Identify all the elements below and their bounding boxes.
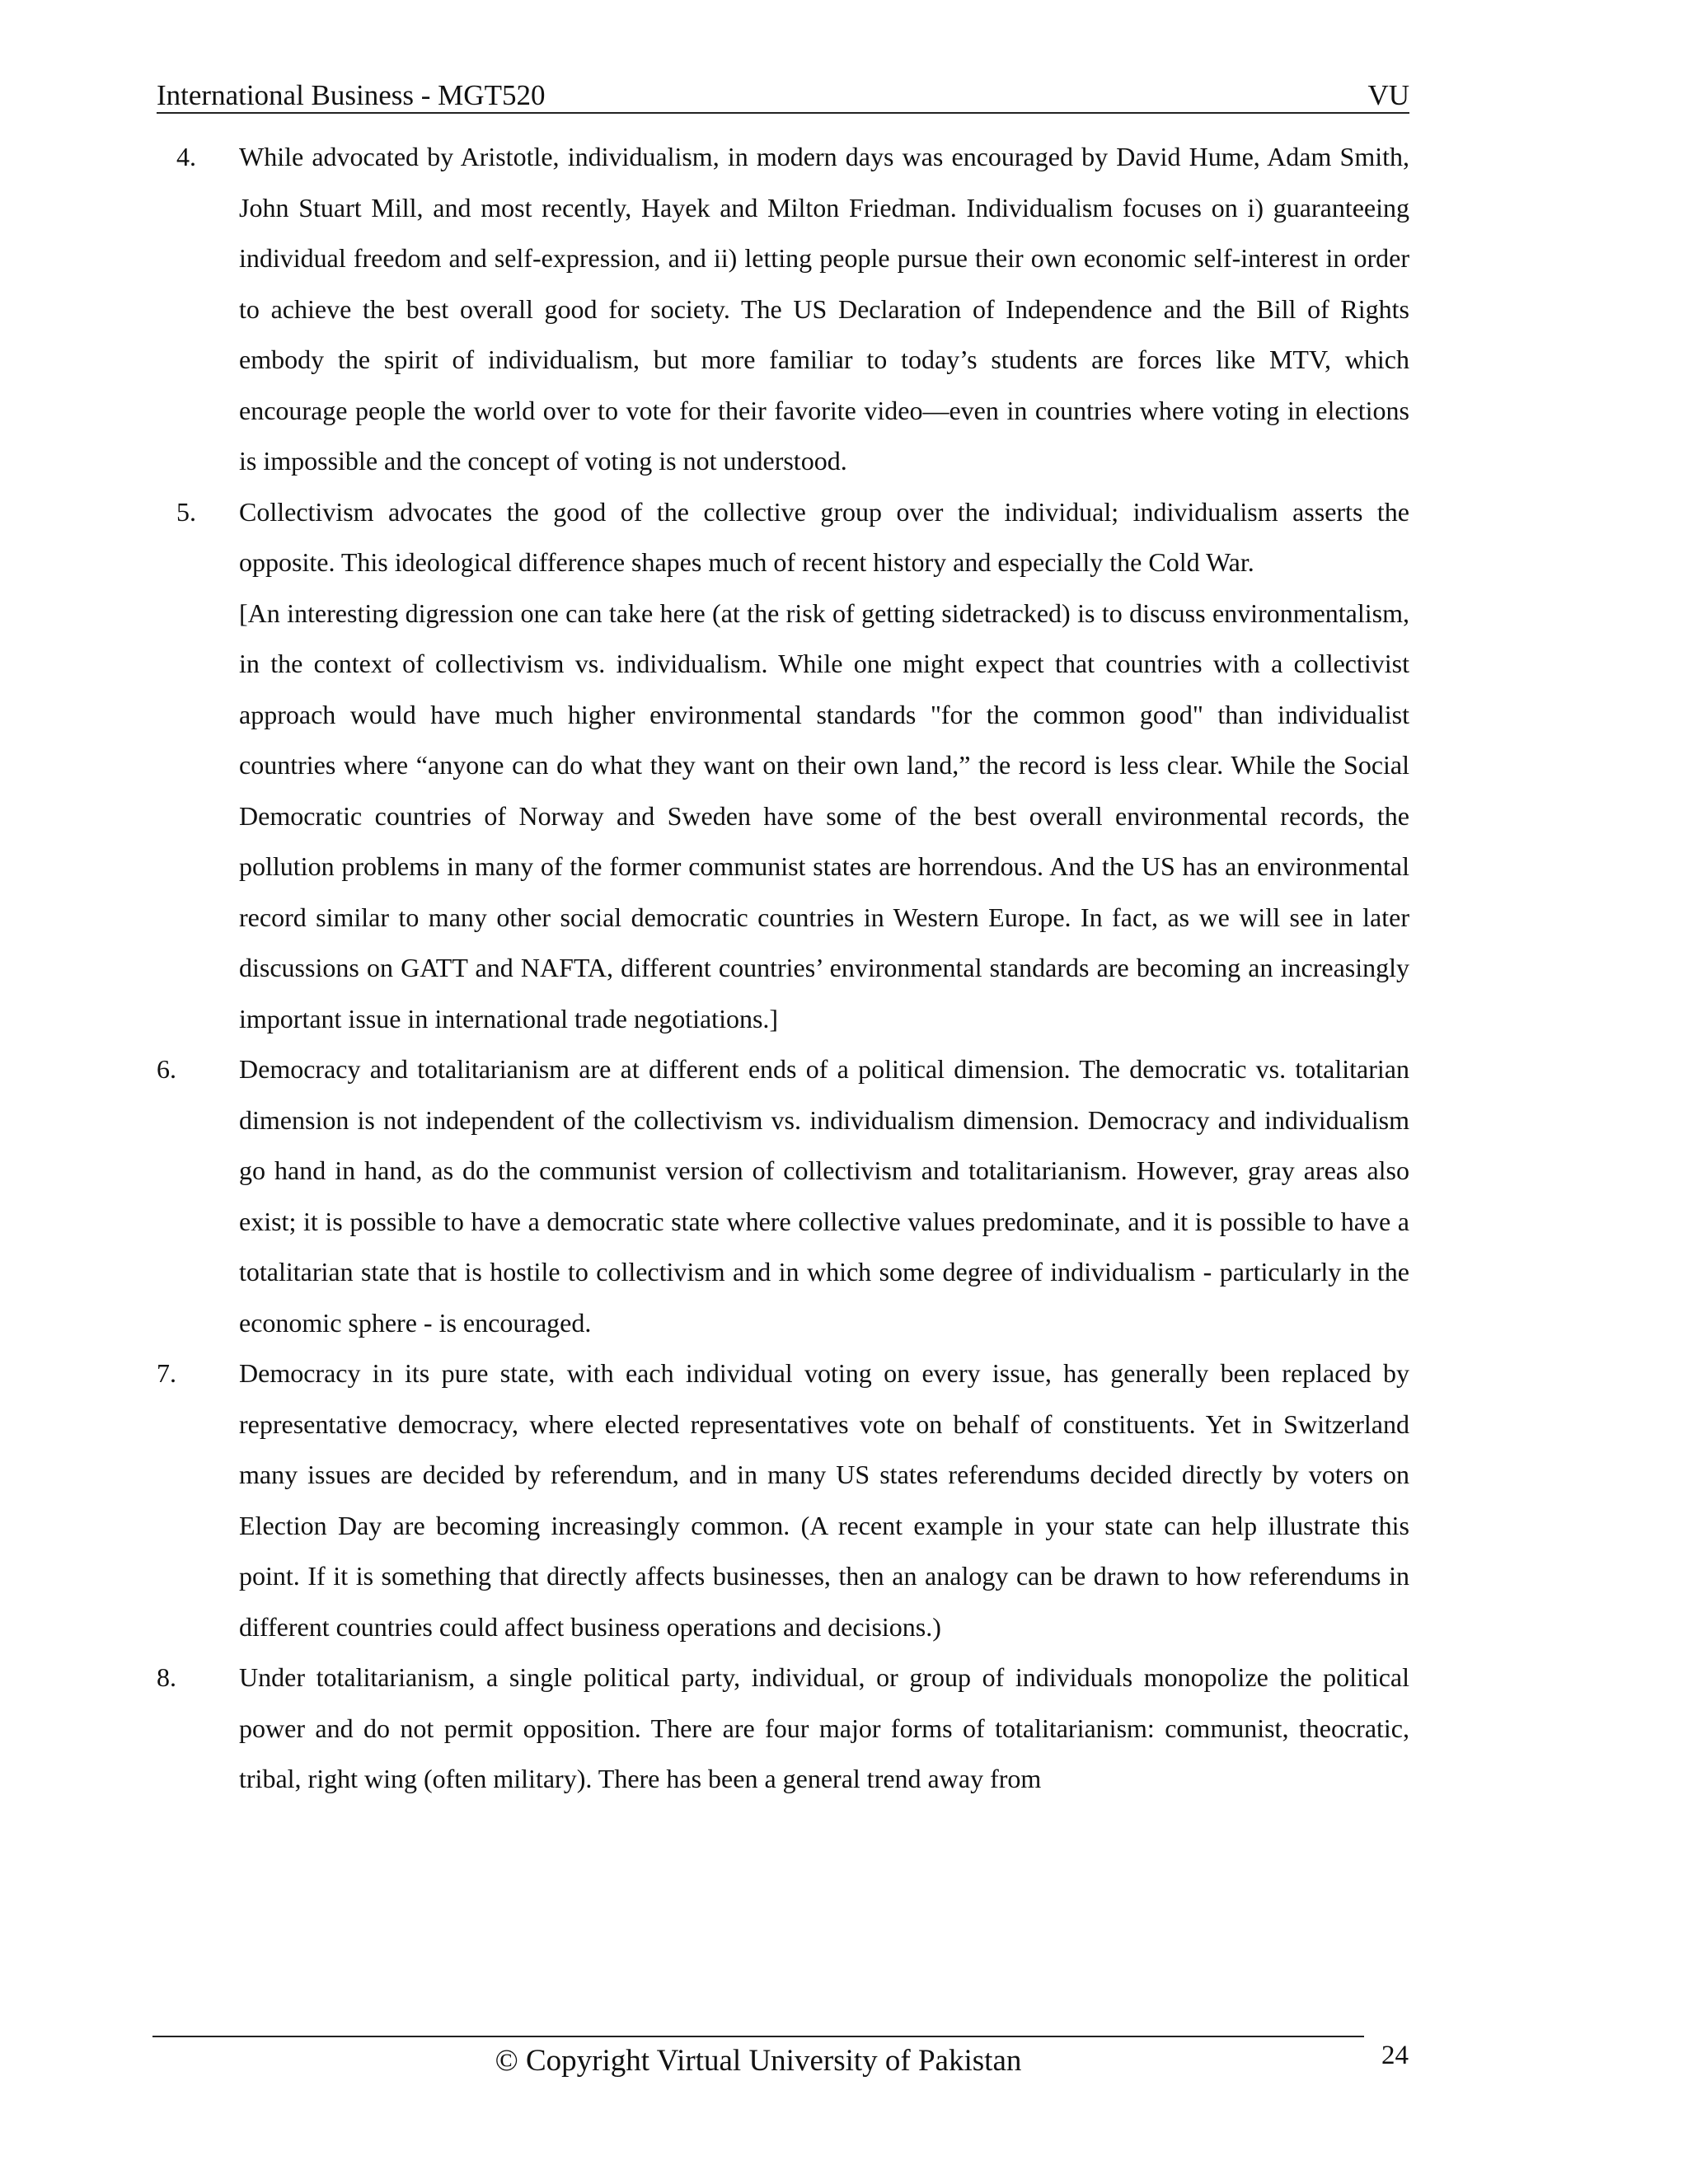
list-item-6 <box>157 1044 1409 1348</box>
digression-note: [An interesting digression one can take here (at the risk of getting sidetracked) is to discuss environmentalism, in the context of collectivism vs. individualism. While one might expect that countries with a collectivist approach would have much higher environmental standards "for the common good" than individualist countries where “anyone can do what they want on their own land,” the record is less clear. While the Social Democratic countries of Norway and Sweden have some of the best overall environmental records, the pollution problems in many of the former communist states are horrendous. And the US has an environmental record similar to many other social democratic countries in Western Europe. In fact, as we will see in later discussions on GATT and NAFTA, different countries’ environmental standards are becoming an increasingly important issue in international trade negotiations.] <box>239 598 1409 1033</box>
list-item-8 <box>157 1652 1409 1805</box>
item-number: 6. <box>157 1054 176 1084</box>
item-number: 4. <box>176 142 196 171</box>
item-number: 5. <box>176 496 196 527</box>
page-header <box>157 79 1409 114</box>
item-number: 7. <box>157 1358 176 1388</box>
list-item-4 <box>157 132 1409 487</box>
copyright-notice: © Copyright Virtual University of Pakistan <box>495 2044 1022 2078</box>
item-text: Democracy in its pure state, with each individual voting on every issue, has generally been replaced by representative democracy, where elected representatives vote on behalf of constituents. Yet in Switzerland many issues are decided by referendum, and in many US states referendums decided directly by voters on Election Day are becoming increasingly common. (A recent example in your state can help illustrate this point. If it is something that directly affects businesses, then an analogy can be drawn to how referendums in different countries could affect business operations and decisions.) <box>239 1358 1409 1642</box>
item-text: Under totalitarianism, a single political party, individual, or group of individuals monopolize the political power and do not permit opposition. There are four major forms of totalitarianism: communist, theocratic, tribal, right wing (often military). There has been a general trend away from <box>239 1662 1409 1793</box>
item-text: Democracy and totalitarianism are at different ends of a political dimension. The democratic vs. totalitarian dimension is not independent of the collectivism vs. individualism dimension. Democracy and individualism go hand in hand, as do the communist version of collectivism and totalitarianism. However, gray areas also exist; it is possible to have a democratic state where collective values predominate, and it is possible to have a totalitarian state that is hostile to collectivism and in which some degree of individualism - particularly in the economic sphere - is encouraged. <box>239 1054 1409 1338</box>
list-item-5 <box>157 487 1409 588</box>
item-text: While advocated by Aristotle, individualism, in modern days was encouraged by David Hume, Adam Smith, John Stuart Mill, and most recently, Hayek and Milton Friedman. Individualism focuses on i) guaranteeing individual freedom and self-expression, and ii) letting people pursue their own economic self-interest in order to achieve the best overall good for society. The US Declaration of Independence and the Bill of Rights embody the spirit of individualism, but more familiar to today’s students are forces like MTV, which encourage people the world over to vote for their favorite video—even in countries where voting in elections is impossible and the concept of voting is not understood. <box>239 142 1409 476</box>
course-title: International Business - MGT520 <box>157 79 546 111</box>
document-body <box>157 132 1409 1805</box>
item-text: Collectivism advocates the good of the collective group over the individual; individualism asserts the opposite. This ideological difference shapes much of recent history and especially the Cold War. <box>239 496 1409 577</box>
page-number: 24 <box>1381 2041 1409 2070</box>
list-item-7 <box>157 1348 1409 1652</box>
footer-divider <box>152 2036 1364 2037</box>
item-number: 8. <box>157 1662 176 1692</box>
institution-label: VU <box>1367 79 1409 111</box>
